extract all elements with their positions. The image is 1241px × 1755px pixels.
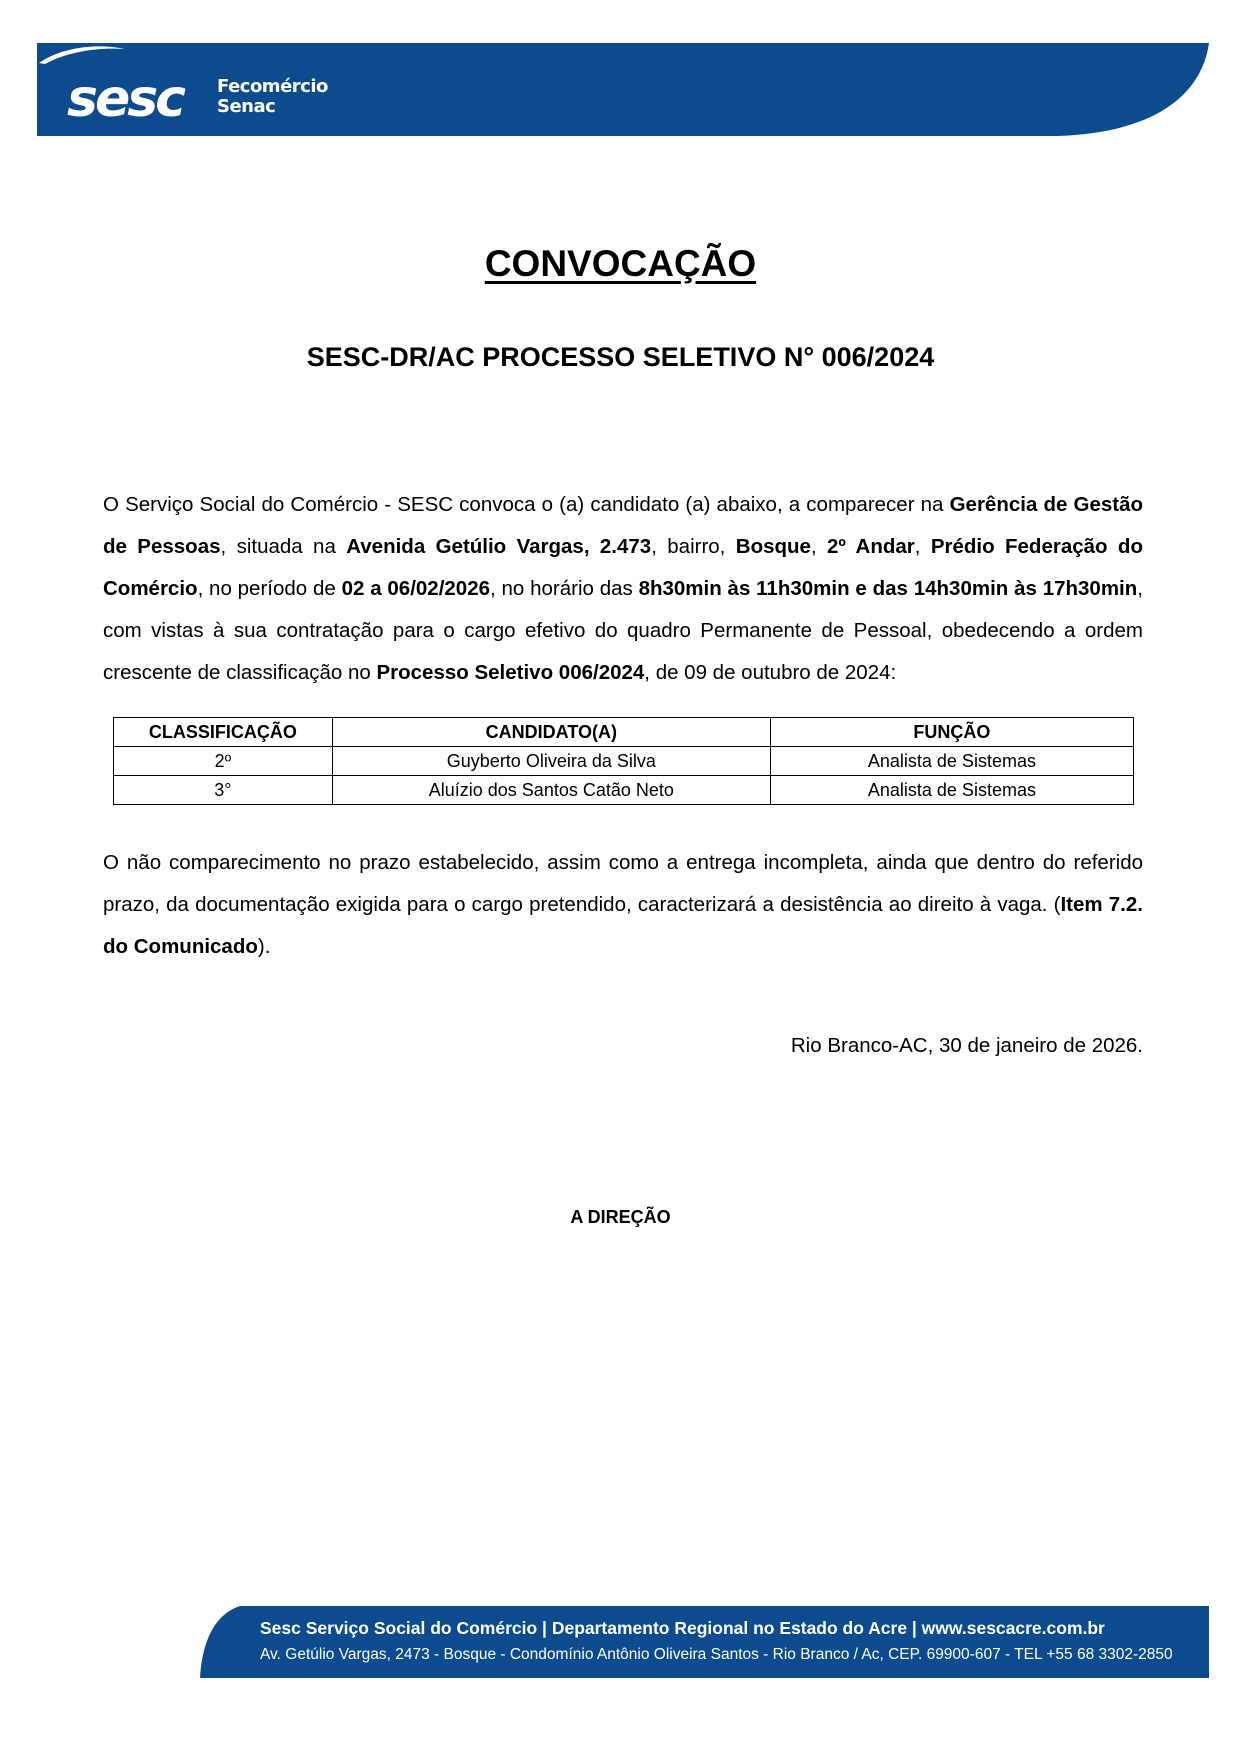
cell-candidate: Aluízio dos Santos Catão Neto	[332, 776, 770, 805]
convocation-paragraph	[103, 484, 1143, 694]
paragraph-run: ,	[914, 535, 931, 558]
paragraph-run: , bairro,	[651, 535, 736, 558]
sesc-logo: sesc	[67, 69, 183, 129]
paragraph-run: ).	[257, 935, 271, 958]
header-candidate: CANDIDATO(A)	[332, 718, 770, 747]
cell-classification: 2º	[114, 747, 333, 776]
paragraph-bold-run: Processo Seletivo 006/2024	[376, 661, 645, 684]
notice-paragraph	[103, 842, 1143, 968]
paragraph-run: , no horário das	[490, 577, 639, 600]
document-subtitle: SESC-DR/AC PROCESSO SELETIVO N° 006/2024	[306, 342, 935, 372]
paragraph-run: , de 09 de outubro de 2024:	[644, 661, 897, 684]
footer-organization-line: Sesc Serviço Social do Comércio | Departamento Regional no Estado do Acre | www.sescacre.com.br	[260, 1618, 1105, 1638]
senac-logo: Senac	[217, 96, 276, 117]
paragraph-bold-run: Gerência de Gestão de Pessoas	[103, 493, 1144, 558]
document-title: CONVOCAÇÃO	[484, 243, 757, 284]
dateline: Rio Branco-AC, 30 de janeiro de 2026.	[790, 1034, 1143, 1057]
header-banner-shape	[37, 43, 1209, 136]
table-row	[114, 747, 1134, 776]
paragraph-run: O Serviço Social do Comércio - SESC convoca o (a) candidato (a) abaixo, a comparecer na	[103, 493, 950, 516]
header-function: FUNÇÃO	[770, 718, 1133, 747]
paragraph-bold-run: 02 a 06/02/2026	[341, 577, 490, 600]
paragraph-run: , no período de	[197, 577, 342, 600]
paragraph-run: ,	[810, 535, 828, 558]
cell-function: Analista de Sistemas	[770, 776, 1133, 805]
fecomercio-logo: Fecomércio	[217, 76, 328, 97]
cell-function: Analista de Sistemas	[770, 747, 1133, 776]
signoff: A DIREÇÃO	[570, 1207, 671, 1227]
paragraph-bold-run: Avenida Getúlio Vargas, 2.473	[346, 535, 652, 558]
table-header-row	[114, 718, 1134, 747]
footer-banner-shape	[200, 1606, 1209, 1678]
header-classification: CLASSIFICAÇÃO	[114, 718, 333, 747]
table-row	[114, 776, 1134, 805]
paragraph-run: , com vistas à sua contratação para o cargo efetivo do quadro Permanente de Pessoal, obedecendo a ordem crescente de classificação no	[103, 577, 1143, 684]
paragraph-bold-run: Prédio Federação do Comércio	[103, 535, 1143, 600]
paragraph-run: , situada na	[220, 535, 347, 558]
partner-logos	[217, 77, 328, 117]
paragraph-bold-run: 2º Andar	[827, 535, 915, 558]
footer-banner	[200, 1606, 1209, 1678]
header-banner	[37, 43, 1209, 136]
footer-address-line: Av. Getúlio Vargas, 2473 - Bosque - Condomínio Antônio Oliveira Santos - Rio Branco / Ac, CEP. 69900-607 - TEL +55 68 3302-2850	[260, 1646, 1173, 1663]
cell-candidate: Guyberto Oliveira da Silva	[332, 747, 770, 776]
candidates-table	[113, 717, 1134, 805]
paragraph-bold-run: Item 7.2. do Comunicado	[103, 893, 1143, 958]
logo-swoosh-icon	[37, 43, 127, 65]
paragraph-bold-run: Bosque	[735, 535, 811, 558]
paragraph-bold-run: 8h30min às 11h30min e das 14h30min às 17h30min	[638, 577, 1138, 600]
paragraph-run: O não comparecimento no prazo estabelecido, assim como a entrega incompleta, ainda que dentro do referido prazo, da documentação exigida para o cargo pretendido, caracterizará a desistência ao direito à vaga. (	[103, 851, 1143, 916]
cell-classification: 3°	[114, 776, 333, 805]
